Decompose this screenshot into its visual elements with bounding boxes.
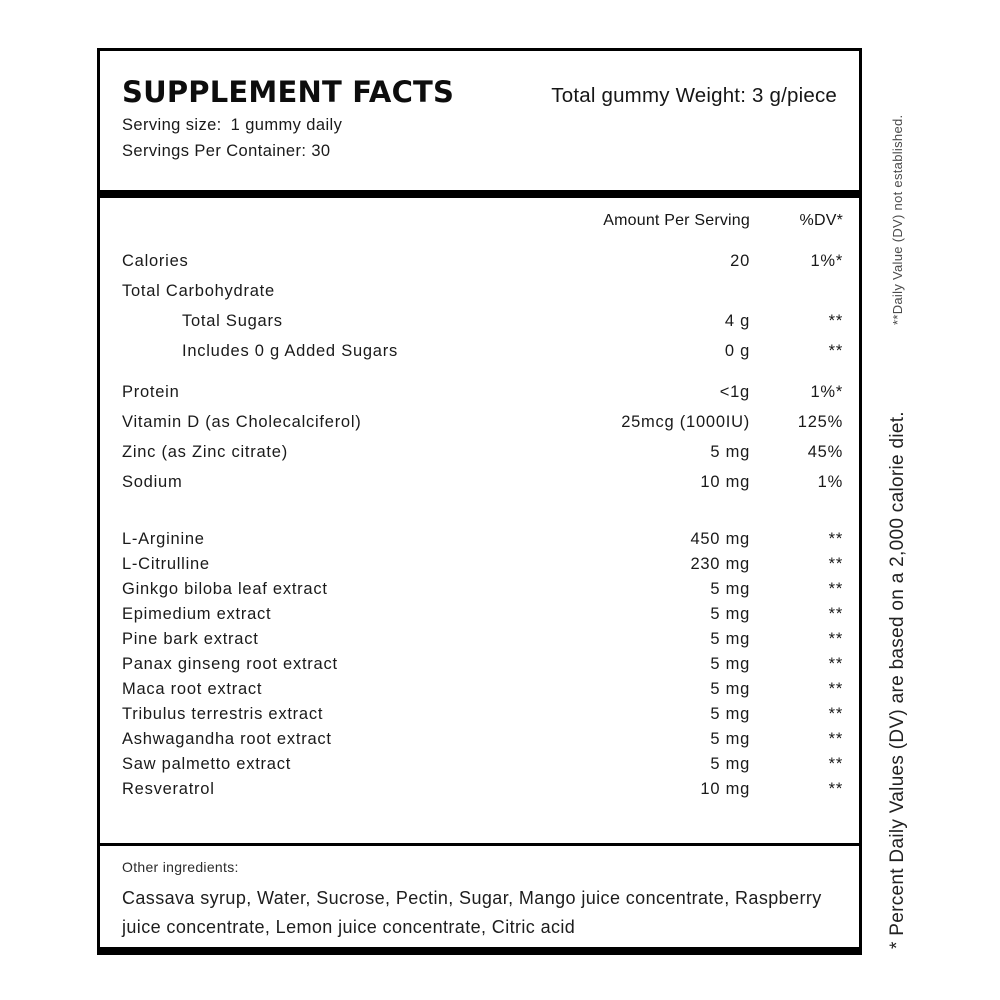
ingredient-dv: ** [828, 605, 843, 623]
ingredient-name: Epimedium extract [122, 605, 272, 623]
other-ingredients-text: Cassava syrup, Water, Sucrose, Pectin, Sugar, Mango juice concentrate, Raspberry juice concentrate, Lemon juice concentrate, Citric acid [122, 888, 822, 937]
facts-table [100, 198, 859, 843]
ingredient-amount: 5 mg [710, 580, 750, 598]
table-row [122, 377, 843, 407]
ingredient-dv: ** [828, 680, 843, 698]
serving-size-label: Serving size: [122, 116, 222, 134]
ingredient-amount: 5 mg [710, 755, 750, 773]
ingredient-amount: 20 [730, 252, 750, 270]
ingredient-name: Protein [122, 383, 180, 401]
ingredient-name: Calories [122, 252, 189, 270]
ingredient-name: Total Sugars [182, 312, 283, 330]
footnote-dv-not-established: **Daily Value (DV) not established. [890, 114, 905, 325]
table-row [122, 246, 843, 276]
ingredient-amount: 4 g [724, 312, 750, 330]
facts-rows [122, 246, 843, 802]
table-row [122, 552, 843, 577]
ingredient-dv: 1% [817, 473, 843, 491]
table-row [122, 306, 843, 336]
title-row [122, 75, 841, 109]
ingredient-dv: ** [828, 780, 843, 798]
ingredient-amount: 5 mg [710, 630, 750, 648]
table-row [122, 467, 843, 497]
ingredient-amount: 25mcg (1000IU) [621, 413, 750, 431]
ingredient-name: Saw palmetto extract [122, 755, 292, 773]
ingredient-amount: 5 mg [710, 730, 750, 748]
ingredient-dv: ** [828, 630, 843, 648]
supplement-facts-label [97, 48, 862, 955]
table-row [122, 276, 843, 306]
table-row [122, 437, 843, 467]
table-row [122, 627, 843, 652]
ingredient-name: Panax ginseng root extract [122, 655, 338, 673]
ingredient-dv: ** [828, 705, 843, 723]
column-header-amount: Amount Per Serving [603, 212, 750, 229]
serving-size-line [122, 116, 841, 135]
ingredient-amount: 5 mg [710, 705, 750, 723]
ingredient-name: Zinc (as Zinc citrate) [122, 443, 288, 461]
ingredient-dv: 45% [807, 443, 843, 461]
ingredient-dv: ** [828, 580, 843, 598]
ingredient-dv: ** [828, 655, 843, 673]
table-row [122, 407, 843, 437]
ingredient-name: L-Arginine [122, 530, 205, 548]
ingredient-dv: ** [828, 730, 843, 748]
ingredient-amount: 10 mg [700, 780, 750, 798]
table-row [122, 777, 843, 802]
table-row [122, 652, 843, 677]
thick-divider [100, 190, 859, 198]
table-row [122, 702, 843, 727]
ingredient-dv: ** [828, 755, 843, 773]
other-ingredients-label: Other ingredients: [122, 859, 239, 875]
ingredient-amount: 5 mg [710, 655, 750, 673]
page-title: SUPPLEMENT FACTS [122, 75, 455, 109]
servings-per-container-line: Servings Per Container: 30 [122, 142, 331, 160]
ingredient-name: Vitamin D (as Cholecalciferol) [122, 413, 362, 431]
ingredient-name: Sodium [122, 473, 183, 491]
ingredient-amount: 5 mg [710, 680, 750, 698]
ingredient-dv: 1%* [810, 252, 843, 270]
table-row [122, 727, 843, 752]
ingredient-dv: ** [828, 312, 843, 330]
label-header [100, 51, 859, 190]
ingredient-amount: 5 mg [710, 443, 750, 461]
table-row [122, 336, 843, 366]
ingredient-amount: 5 mg [710, 605, 750, 623]
table-column-headers [122, 212, 843, 230]
table-row [122, 577, 843, 602]
footnote-percent-dv: * Percent Daily Values (DV) are based on a 2,000 calorie diet. [887, 411, 908, 949]
ingredient-name: Total Carbohydrate [122, 282, 275, 300]
table-row [122, 677, 843, 702]
ingredient-name: Pine bark extract [122, 630, 259, 648]
ingredient-dv: 1%* [810, 383, 843, 401]
ingredient-amount: <1g [719, 383, 750, 401]
other-ingredients-section [100, 846, 859, 942]
ingredient-dv: ** [828, 530, 843, 548]
ingredient-name: Maca root extract [122, 680, 263, 698]
ingredient-name: L-Citrulline [122, 555, 210, 573]
ingredient-dv: ** [828, 342, 843, 360]
ingredient-amount: 450 mg [690, 530, 750, 548]
table-row [122, 602, 843, 627]
column-header-dv: %DV* [799, 212, 843, 229]
ingredient-name: Ginkgo biloba leaf extract [122, 580, 328, 598]
serving-size-value: 1 gummy daily [230, 116, 343, 134]
ingredient-amount: 230 mg [690, 555, 750, 573]
ingredient-name: Includes 0 g Added Sugars [182, 342, 398, 360]
ingredient-amount: 10 mg [700, 473, 750, 491]
ingredient-amount: 0 g [724, 342, 750, 360]
ingredient-dv: 125% [797, 413, 843, 431]
gummy-weight-note: Total gummy Weight: 3 g/piece [551, 84, 837, 107]
table-row [122, 527, 843, 552]
table-row [122, 752, 843, 777]
ingredient-name: Ashwagandha root extract [122, 730, 332, 748]
ingredient-name: Resveratrol [122, 780, 215, 798]
ingredient-name: Tribulus terrestris extract [122, 705, 324, 723]
ingredient-dv: ** [828, 555, 843, 573]
